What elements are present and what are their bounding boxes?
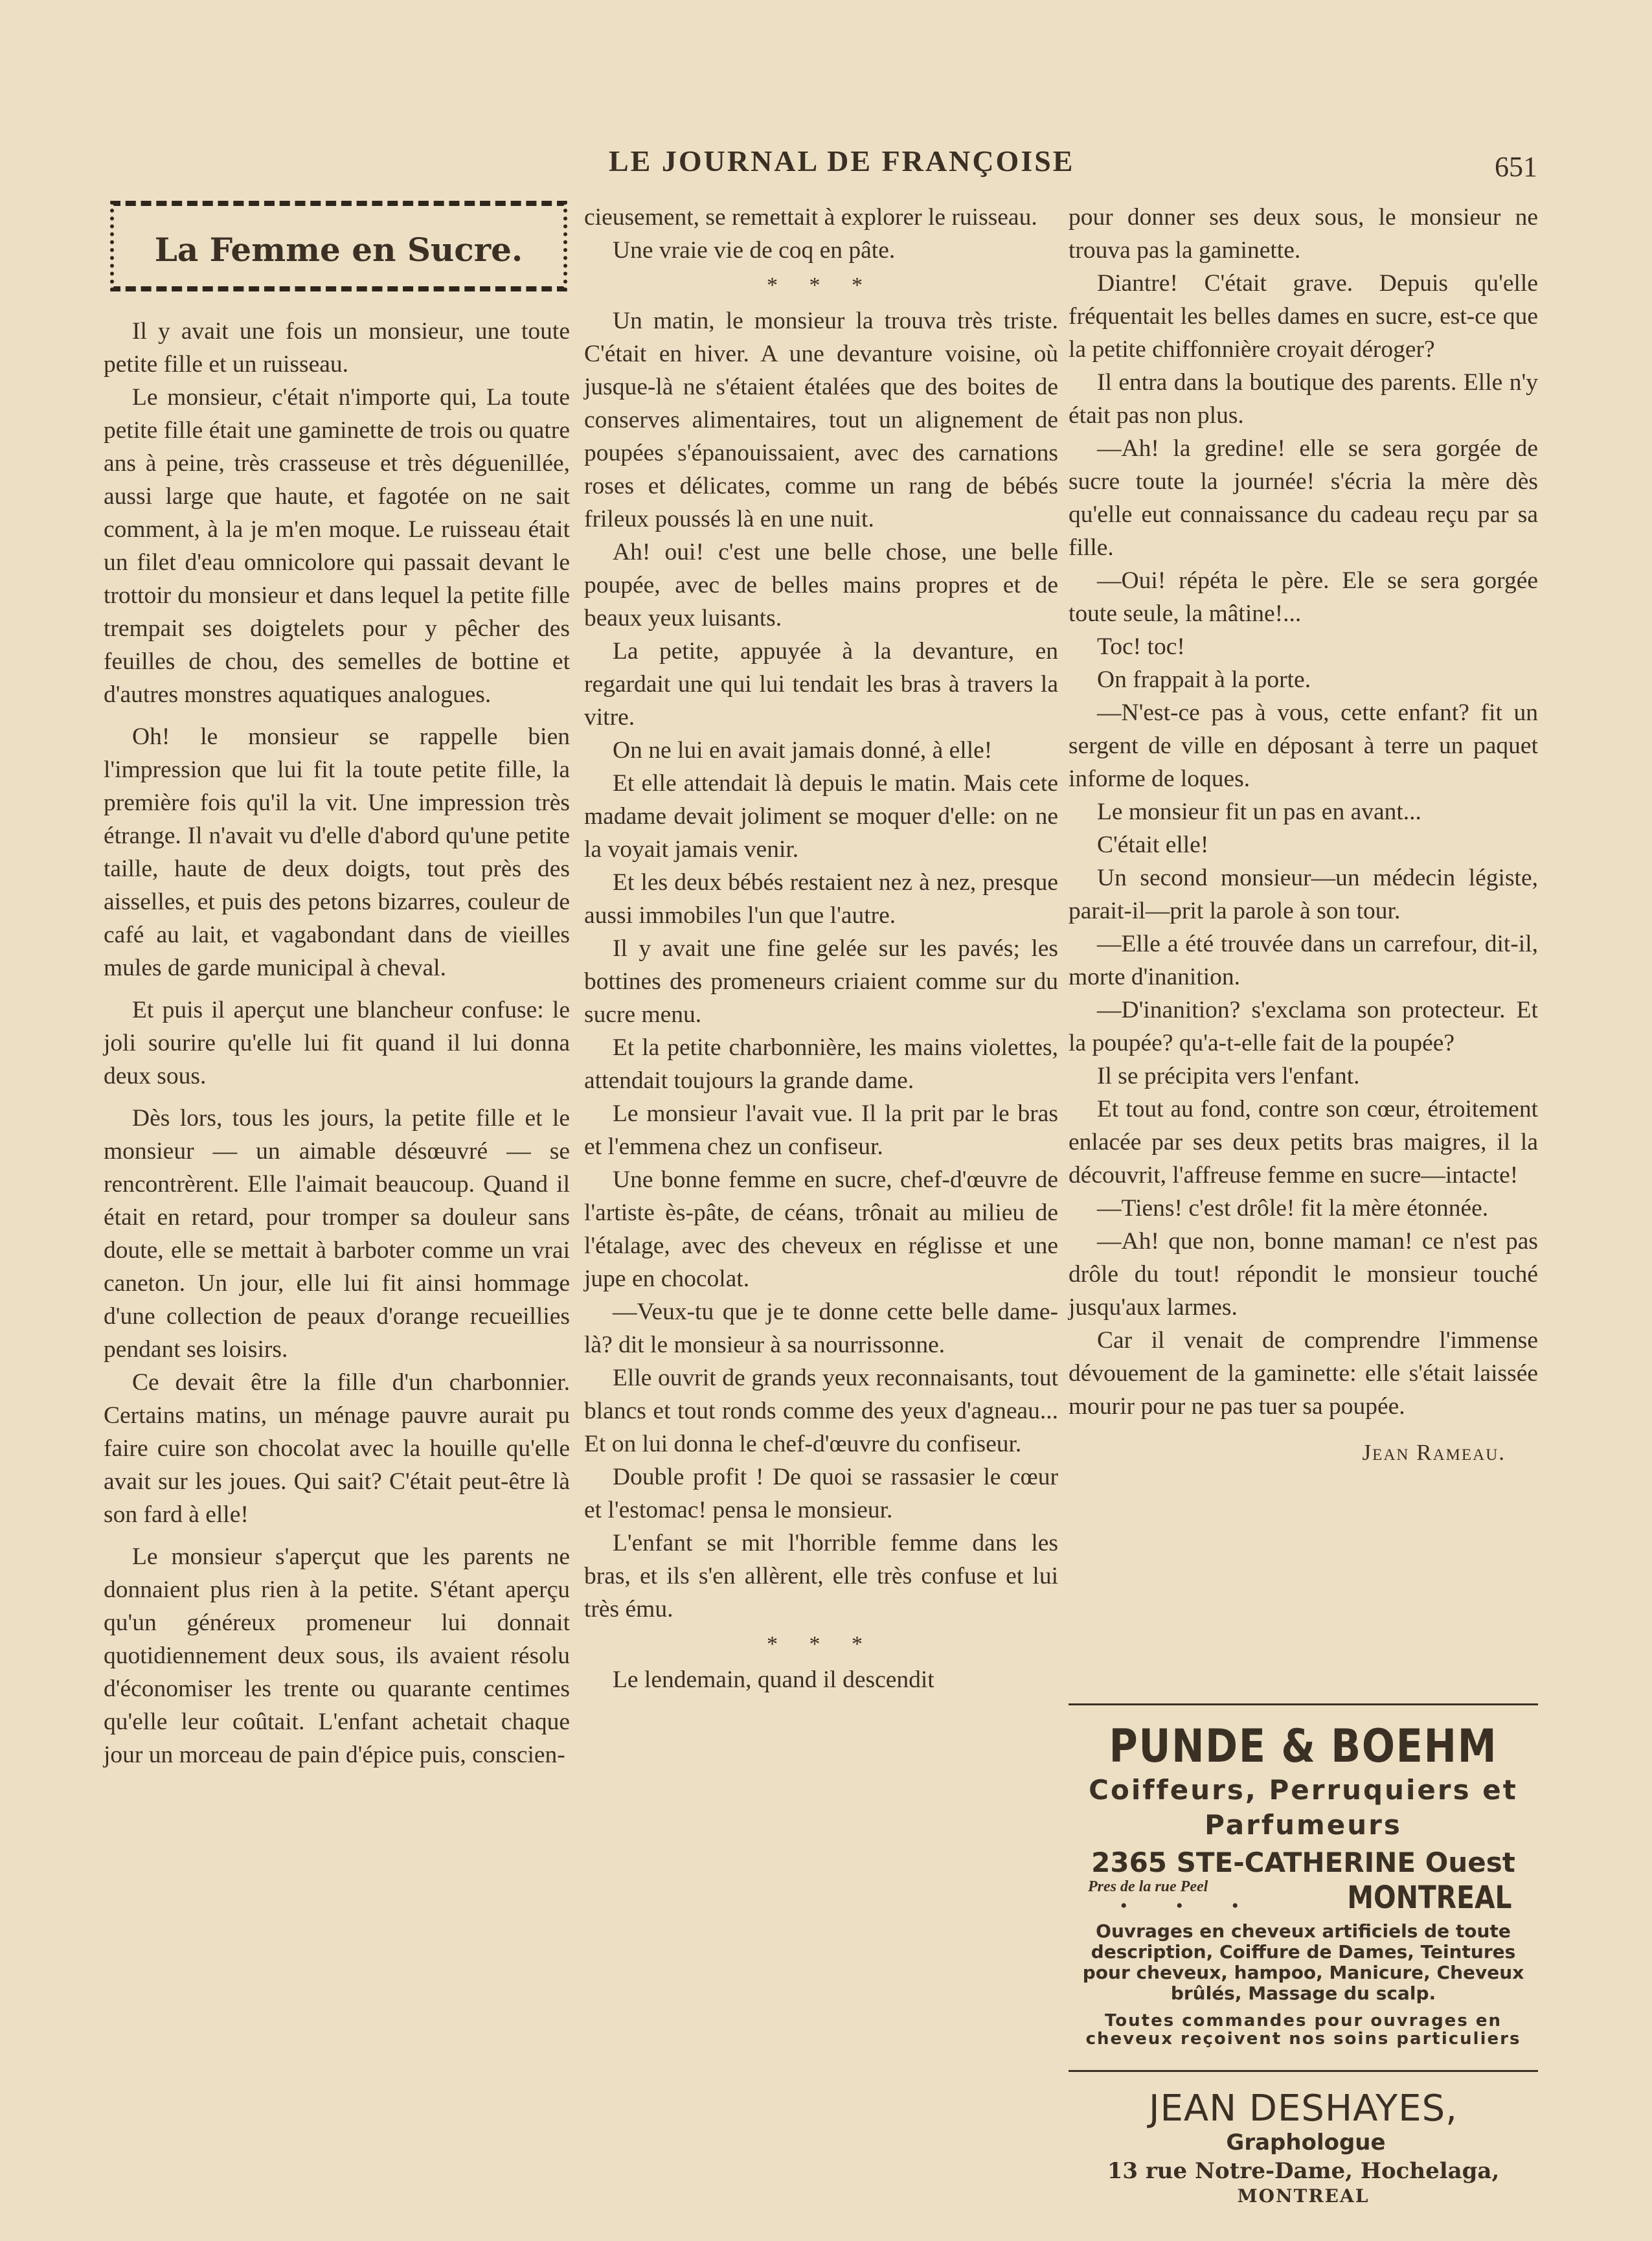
- ad-dots: • • •: [1120, 1895, 1261, 1917]
- paragraph: Le monsieur fit un pas en avant...: [1097, 799, 1421, 825]
- ad-profession: Graphologue: [1226, 2130, 1386, 2156]
- ad-near: Pres de la rue Peel: [1088, 1878, 1208, 1895]
- paragraph: Il se précipita vers l'enfant.: [1097, 1063, 1360, 1089]
- paragraph: Une bonne femme en sucre, chef-d'œuvre de l'artiste ès-pâte, de céans, trônait au milieu de l'étalage, avec des cheveux en réglisse et une jupe en chocolat.: [584, 1166, 1058, 1292]
- column-3: [1069, 201, 1538, 1466]
- paragraph: —Veux-tu que je te donne cette belle dame-là? dit le monsieur à sa nourrissonne.: [584, 1299, 1058, 1358]
- paragraph: Oh! le monsieur se rappelle bien l'impression que lui fit la toute petite fille, la première fois qu'il la vit. Une impression très étrange. Il n'avait vu d'elle d'abord qu'une petite taille, haute de deux doigts, tout près des aisselles, et puis des petons bizarres, couleur de café au lait, et vagabondant dans de vieilles mules de garde municipal à cheval.: [104, 723, 570, 981]
- advertisement-deshayes: [1069, 2070, 1538, 2207]
- story-author: Jean Rameau.: [1362, 1440, 1506, 1465]
- ad-company-name: PUNDE & BOEHM: [1109, 1720, 1498, 1773]
- paragraph: —Elle a été trouvée dans un carrefour, dit-il, morte d'inanition.: [1069, 931, 1538, 990]
- paragraph: —N'est-ce pas à vous, cette enfant? fit un sergent de ville en déposant à terre un paquet informe de loques.: [1069, 700, 1538, 792]
- ad-city: MONTREAL: [1347, 1880, 1512, 1916]
- paragraph: —Oui! répéta le père. Ele se sera gorgée toute seule, la mâtine!...: [1069, 567, 1538, 627]
- paragraph: Dès lors, tous les jours, la petite fille et le monsieur — un aimable désœuvré — se rencontrèrent. Elle l'aimait beaucoup. Quand il était en retard, pour tromper sa douleur sans doute, elle se mettait à barboter comme un vrai caneton. Un jour, elle lui fit ainsi hommage d'une collection de peaux d'orange recueillies pendant ses loisirs.: [104, 1105, 570, 1363]
- paragraph: Et tout au fond, contre son cœur, étroitement enlacée par ses deux petits bras maigres, il la découvrit, l'affreuse femme en sucre—intacte!: [1069, 1096, 1538, 1189]
- paragraph: Et elle attendait là depuis le matin. Mais cete madame devait joliment se moquer d'elle: on ne la voyait jamais venir.: [584, 770, 1058, 863]
- paragraph: Le monsieur, c'était n'importe qui, La toute petite fille était une gaminette de trois ou quatre ans à peine, très crasseuse et très déguenillée, aussi large que haute, et fagotée on ne sait comment, à la je m'en moque. Le ruisseau était un filet d'eau omnicolore qui passait devant le trottoir du monsieur et dans lequel la petite fille trempait ses doigtelets pour y pêcher des feuilles de chou, des semelles de bottine et d'autres monstres aquatiques analogues.: [104, 384, 570, 708]
- section-break: * * *: [767, 273, 876, 297]
- paragraph: pour donner ses deux sous, le monsieur ne trouva pas la gaminette.: [1069, 204, 1538, 264]
- paragraph: Il entra dans la boutique des parents. Elle n'y était pas non plus.: [1069, 369, 1538, 429]
- ad-person-name: JEAN DESHAYES,: [1149, 2087, 1458, 2130]
- column-2: [584, 201, 1058, 1696]
- paragraph: —Ah! la gredine! elle se sera gorgée de sucre toute la journée! s'écria la mère dès qu'elle eut connaissance du cadeau reçu par sa fille.: [1069, 435, 1538, 561]
- paragraph: Le monsieur l'avait vue. Il la prit par le bras et l'emmena chez un confiseur.: [584, 1100, 1058, 1160]
- page-header: [0, 144, 1652, 189]
- ad-location-row: [1069, 1878, 1538, 1921]
- paragraph: Une vraie vie de coq en pâte.: [613, 237, 896, 264]
- ad-address: 13 rue Notre-Dame, Hochelaga,: [1107, 2158, 1500, 2184]
- section-break: * * *: [767, 1632, 876, 1656]
- paragraph: Ce devait être la fille d'un charbonnier. Certains matins, un ménage pauvre aurait pu faire cuire son chocolat avec la houille qu'elle avait sur les joues. Qui sait? C'était peut-être là son fard à elle!: [104, 1369, 570, 1528]
- ad-trade: Coiffeurs, Perruquiers et Parfumeurs: [1089, 1774, 1518, 1841]
- paragraph: On frappait à la porte.: [1097, 666, 1311, 693]
- paragraph: Et les deux bébés restaient nez à nez, presque aussi immobiles l'un que l'autre.: [584, 869, 1058, 929]
- paragraph: L'enfant se mit l'horrible femme dans les bras, et ils s'en allèrent, elle très confuse et lui très ému.: [584, 1530, 1058, 1622]
- paragraph: Ah! oui! c'est une belle chose, une belle poupée, avec de belles mains propres et de beaux yeux luisants.: [584, 539, 1058, 631]
- ad-city: MONTREAL: [1237, 2185, 1370, 2207]
- paragraph: C'était elle!: [1097, 832, 1209, 858]
- ad-address: 2365 STE-CATHERINE Ouest: [1091, 1847, 1515, 1878]
- paragraph: —D'inanition? s'exclama son protecteur. Et la poupée? qu'a-t-elle fait de la poupée?: [1069, 997, 1538, 1056]
- paragraph: Un second monsieur—un médecin légiste, parait-il—prit la parole à son tour.: [1069, 865, 1538, 924]
- paragraph: Et puis il aperçut une blancheur confuse: le joli sourire qu'elle lui fit quand il lui donna deux sous.: [104, 997, 570, 1089]
- paragraph: La petite, appuyée à la devanture, en regardait une qui lui tendait les bras à travers la vitre.: [584, 638, 1058, 731]
- paragraph: Diantre! C'était grave. Depuis qu'elle fréquentait les belles dames en sucre, est-ce que la petite chiffonnière croyait déroger?: [1069, 270, 1538, 363]
- paragraph: Il y avait une fois un monsieur, une toute petite fille et un ruisseau.: [104, 318, 570, 378]
- ad-orders: Toutes commandes pour ouvrages en cheveux reçoivent nos soins particuliers: [1085, 2011, 1521, 2049]
- paragraph: Car il venait de comprendre l'immense dévouement de la gaminette: elle s'était laissée mourir pour ne pas tuer sa poupée.: [1069, 1327, 1538, 1420]
- paragraph: —Tiens! c'est drôle! fit la mère étonnée.: [1097, 1195, 1489, 1222]
- paragraph: Il y avait une fine gelée sur les pavés; les bottines des promeneurs criaient comme sur du sucre menu.: [584, 935, 1058, 1028]
- story-title-box: [110, 201, 567, 291]
- paragraph: Et la petite charbonnière, les mains violettes, attendait toujours la grande dame.: [584, 1034, 1058, 1094]
- journal-title: LE JOURNAL DE FRANÇOISE: [609, 144, 1075, 177]
- advertisement-punde-boehm: [1069, 1703, 1538, 2048]
- paragraph: Un matin, le monsieur la trouva très triste. C'était en hiver. A une devanture voisine, où jusque-là ne s'étaient étalées que des boites de conserves alimentaires, tout un alignement de poupées s'épanouissaient, avec des carnations roses et délicates, comme un rang de bébés frileux poussés là en une nuit.: [584, 308, 1058, 532]
- ad-services: Ouvrages en cheveux artificiels de toute description, Coiffure de Dames, Teintures pour cheveux, hampoo, Manicure, Cheveux brûlés, Massage du scalp.: [1082, 1920, 1524, 2004]
- story-title: La Femme en Sucre.: [154, 231, 523, 269]
- paragraph: cieusement, se remettait à explorer le ruisseau.: [584, 204, 1037, 231]
- paragraph: —Ah! que non, bonne maman! ce n'est pas drôle du tout! répondit le monsieur touché jusqu'aux larmes.: [1069, 1228, 1538, 1321]
- paragraph: Le lendemain, quand il descendit: [613, 1667, 934, 1693]
- paragraph: Le monsieur s'aperçut que les parents ne donnaient plus rien à la petite. S'étant aperçu qu'un généreux promeneur lui donnait quotidiennement deux sous, ils avaient résolu d'économiser les trente ou quarante centimes qu'elle leur coûtait. L'enfant achetait chaque jour un morceau de pain d'épice puis, conscien-: [104, 1543, 570, 1768]
- page-number: 651: [1495, 151, 1537, 183]
- paragraph: Elle ouvrit de grands yeux reconnaisants, tout blancs et tout ronds comme des yeux d'agneau... Et on lui donna le chef-d'œuvre du confiseur.: [584, 1365, 1058, 1457]
- paragraph: Double profit ! De quoi se rassasier le cœur et l'estomac! pensa le monsieur.: [584, 1464, 1058, 1523]
- ad-name-row: [1069, 2087, 1538, 2156]
- paragraph: On ne lui en avait jamais donné, à elle!: [613, 737, 993, 764]
- column-1: [104, 201, 570, 1771]
- paragraph: Toc! toc!: [1097, 633, 1185, 660]
